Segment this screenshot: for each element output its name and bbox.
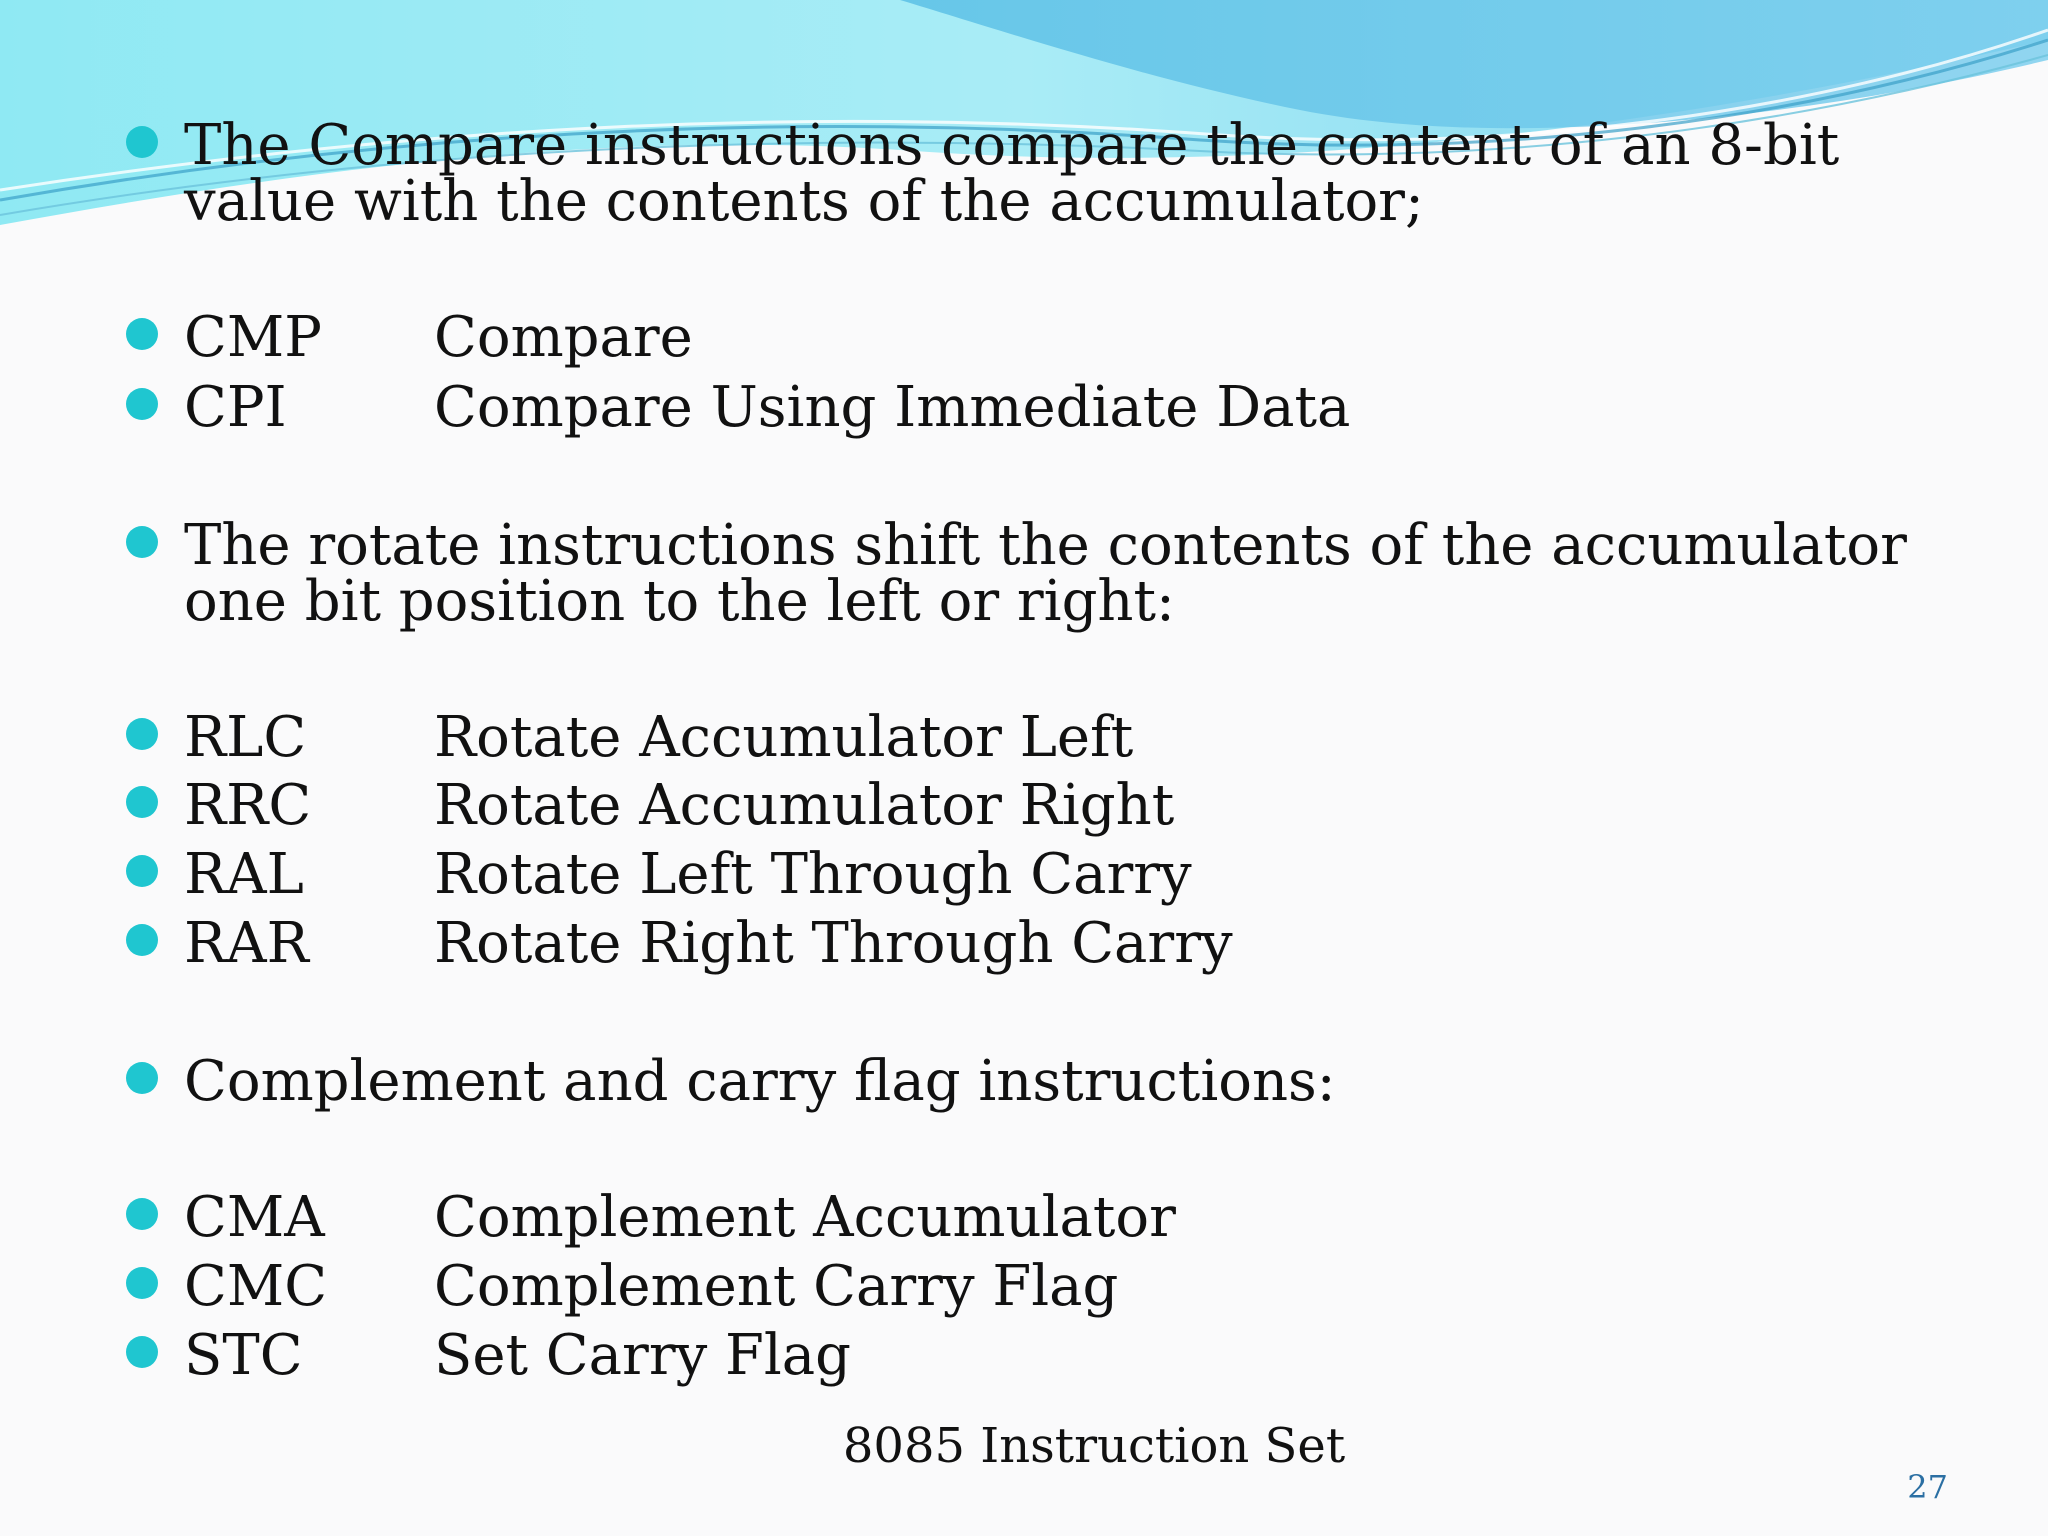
complement-intro-text: Complement and carry flag instructions: xyxy=(184,1049,1336,1114)
bullet-item-rar xyxy=(126,911,1233,976)
bullet-dot-icon xyxy=(126,924,158,956)
bullet-dot-icon xyxy=(126,1336,158,1368)
bullet-dot-icon xyxy=(126,855,158,887)
bullet-dot-icon xyxy=(126,786,158,818)
instruction-description: Rotate Accumulator Right xyxy=(434,773,1175,838)
bullet-item-stc xyxy=(126,1323,852,1388)
instruction-code: CMA xyxy=(184,1185,325,1250)
bullet-dot-icon xyxy=(126,318,158,350)
instruction-description: Complement Carry Flag xyxy=(434,1254,1119,1319)
instruction-code: CPI xyxy=(184,375,287,440)
instruction-code: STC xyxy=(184,1323,303,1388)
instruction-code: RAL xyxy=(184,842,304,907)
instruction-code: CMC xyxy=(184,1254,328,1319)
bullet-item-rlc xyxy=(126,705,1134,770)
bullet-dot-icon xyxy=(126,126,158,158)
bullet-item-compare-intro xyxy=(126,113,1964,234)
instruction-description: Compare xyxy=(434,305,693,370)
bullet-item-ral xyxy=(126,842,1192,907)
rotate-intro-text: The rotate instructions shift the contents of the accumulator one bit position to the left or right: xyxy=(184,513,1907,634)
bullet-item-cpi xyxy=(126,375,1351,440)
bullet-dot-icon xyxy=(126,1198,158,1230)
instruction-code: RLC xyxy=(184,705,307,770)
bullet-dot-icon xyxy=(126,718,158,750)
bullet-dot-icon xyxy=(126,1062,158,1094)
page-number: 27 xyxy=(1907,1468,1948,1506)
slide-footer: 8085 Instruction Set xyxy=(842,1418,1346,1474)
bullet-item-rrc xyxy=(126,773,1175,838)
bullet-item-cmp xyxy=(126,305,693,370)
instruction-description: Rotate Left Through Carry xyxy=(434,842,1192,907)
instruction-description: Rotate Right Through Carry xyxy=(434,911,1233,976)
compare-intro-text: The Compare instructions compare the content of an 8-bit value with the contents of the accumulator; xyxy=(184,113,1840,234)
bullet-dot-icon xyxy=(126,388,158,420)
bullet-item-rotate-intro xyxy=(126,513,1964,634)
instruction-code: CMP xyxy=(184,305,322,370)
instruction-description: Set Carry Flag xyxy=(434,1323,852,1388)
instruction-description: Complement Accumulator xyxy=(434,1185,1176,1250)
bullet-dot-icon xyxy=(126,526,158,558)
bullet-item-complement-intro xyxy=(126,1049,1964,1114)
bullet-item-cmc xyxy=(126,1254,1119,1319)
instruction-code: RAR xyxy=(184,911,309,976)
instruction-description: Compare Using Immediate Data xyxy=(434,375,1351,440)
bullet-item-cma xyxy=(126,1185,1176,1250)
instruction-code: RRC xyxy=(184,773,312,838)
bullet-dot-icon xyxy=(126,1267,158,1299)
instruction-description: Rotate Accumulator Left xyxy=(434,705,1134,770)
